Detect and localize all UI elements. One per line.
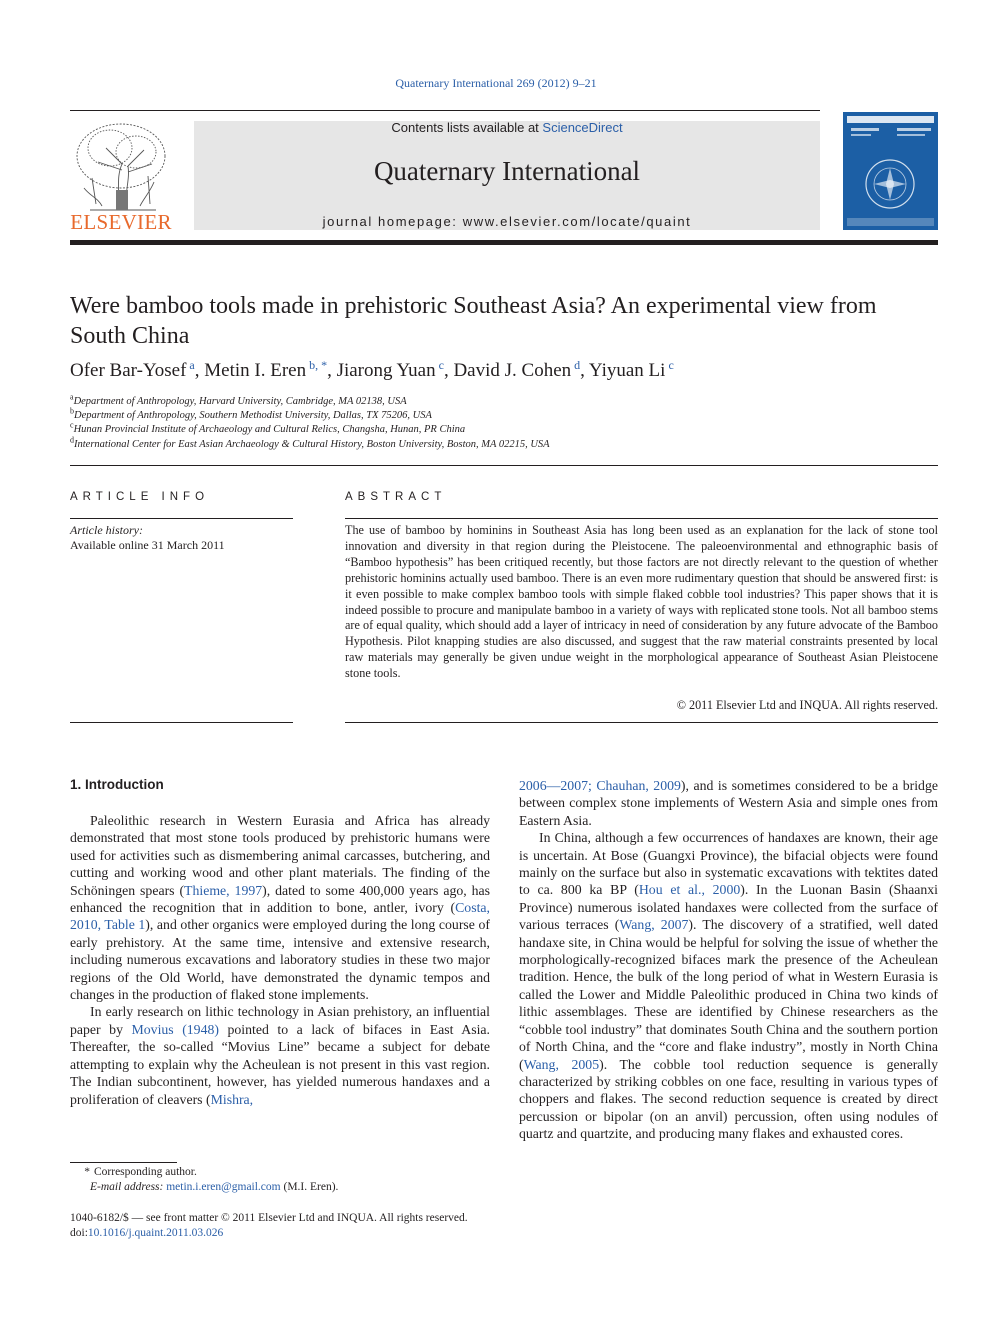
affiliation-item: [70, 435, 938, 452]
affiliation-item: [70, 392, 938, 409]
journal-cover-icon[interactable]: [843, 112, 938, 230]
citation-link[interactable]: Hou et al., 2000: [638, 882, 741, 898]
author-separator: ,: [327, 360, 337, 381]
email-owner: (M.I. Eren).: [283, 1181, 339, 1193]
body-paragraph: [70, 1003, 490, 1107]
citation-link[interactable]: Mishra,: [210, 1091, 254, 1107]
footnote-rule: [70, 1162, 177, 1163]
affiliation-item: [70, 406, 938, 423]
abstract-heading: ABSTRACT: [345, 491, 447, 503]
abstract-rule-top: [345, 518, 938, 519]
citation-link[interactable]: Wang, 2007: [619, 917, 689, 933]
abstract-rule-bottom: [345, 722, 938, 723]
citation-link[interactable]: Thieme, 1997: [184, 882, 263, 898]
citation-link[interactable]: Wang, 2005: [523, 1056, 600, 1072]
author-affiliation-marker[interactable]: d: [574, 357, 581, 372]
corresponding-author-note: [70, 1165, 338, 1180]
body-column-left: [70, 812, 490, 1108]
body-text: ), and is sometimes considered to be a bridge between complex stone implements of Western Asia and simple ones from Eastern Asia.: [519, 778, 938, 828]
journal-citation[interactable]: Quaternary International 269 (2012) 9–21: [395, 76, 597, 90]
journal-homepage[interactable]: journal homepage: www.elsevier.com/locate/quaint: [322, 214, 692, 229]
issn-line: 1040-6182/$ — see front matter © 2011 Elsevier Ltd and INQUA. All rights reserved.: [70, 1212, 468, 1224]
citation-link[interactable]: Movius (1948): [131, 1021, 219, 1037]
doi-label: doi:: [70, 1227, 88, 1239]
corresponding-marker: *: [84, 1166, 90, 1178]
affiliation-list: [70, 392, 938, 452]
article-history-label: Article history:: [70, 523, 143, 537]
email-label: E-mail address:: [90, 1181, 164, 1193]
citation-link[interactable]: 2006—2007; Chauhan, 2009: [519, 778, 681, 793]
article-title: Were bamboo tools made in prehistoric Southeast Asia? An experimental view from South China: [70, 293, 877, 349]
citation-link[interactable]: Costa, 2010, Table 1: [70, 900, 490, 933]
email-link[interactable]: metin.i.eren@gmail.com: [166, 1181, 281, 1193]
header-rule: [70, 110, 820, 111]
author-name: Ofer Bar-Yosef: [70, 360, 187, 381]
body-text: ), dated to some 400,000 years ago, has enhanced the recognition that in addition to bone, antler, ivory (: [70, 882, 490, 916]
article-info-heading: ARTICLE INFO: [70, 491, 210, 503]
body-paragraph: [519, 777, 938, 829]
contents-line: [194, 120, 820, 135]
author-separator: ,: [443, 360, 454, 381]
body-paragraph: [70, 812, 490, 1003]
abstract-text: The use of bamboo by hominins in Southeast Asia has long been used as an explanation for the lack of stone tool innovation and diversity in that region during the Pleistocene. The paleoenvironmental and ethnographic basis of “Bamboo hypothesis” has been critiqued recently, but those factors are not directly relevant to the question of whether prehistoric hominins actually used bamboo. There is an even more rudimentary question that should be answered first: is it even possible to make complex bamboo tools with simple flaked cobble tool industries? This paper shows that it is indeed possible to procure and manipulate bamboo in a variety of ways with replicated stone tools. Not all bamboo stems are of equal quality, which should add a layer of intricacy in need of consideration by any future advocate of the Bamboo Hypothesis. Pilot knapping studies are also discussed, and suggest that the raw material constraints presented by local raw materials may generally be given undue weight in the morphological appearance of Southeast Asian Pleistocene stone tools.: [345, 523, 938, 681]
article-history: [70, 523, 225, 553]
article-history-value: Available online 31 March 2011: [70, 538, 225, 552]
affiliation-key: c: [70, 420, 74, 430]
author-separator: ,: [580, 360, 589, 381]
sciencedirect-link[interactable]: ScienceDirect: [542, 120, 623, 135]
body-paragraph: [519, 829, 938, 1142]
author-affiliation-marker[interactable]: c: [668, 357, 674, 372]
author-affiliation-marker[interactable]: b, *: [309, 357, 328, 372]
author-affiliation-marker[interactable]: c: [438, 357, 444, 372]
author-name: Metin I. Eren: [204, 360, 307, 381]
doi-line: [70, 1226, 468, 1241]
doi-link[interactable]: 10.1016/j.quaint.2011.03.026: [87, 1227, 224, 1239]
body-text: pointed to a lack of bifaces in East Asia. Thereafter, the so-called “Movius Line” became a subject for debate attempting to explain why the Acheulean is not present in this vast region. The Indian subcontinent, however, has yielded numerous handaxes and a proliferation of cleavers (: [70, 1021, 490, 1107]
author-list: [70, 357, 938, 382]
article-info-rule-top: [70, 518, 293, 519]
header-thick-rule: [70, 240, 938, 245]
affiliation-key: a: [70, 392, 74, 402]
article-info-rule-bottom: [70, 722, 293, 723]
affiliation-key: d: [70, 435, 74, 445]
front-matter: [70, 1211, 468, 1241]
journal-name: Quaternary International: [373, 156, 641, 186]
body-text: ), and other organics were employed during the long course of early prehistory. At the same time, intensive and extensive research, including numerous excavations and laboratory studies in these two major regions of the Old World, have demonstrated the dynamic tempos and changes in the production of flaked stone implements.: [70, 917, 490, 1003]
author-affiliation-marker[interactable]: a: [189, 357, 195, 372]
affiliation-text: Department of Anthropology, Southern Methodist University, Dallas, TX 75206, USA: [74, 410, 432, 422]
body-text: In early research on lithic technology in Asian prehistory, an influential paper by: [70, 1004, 490, 1037]
body-column-right: [519, 777, 938, 1143]
email-note: [70, 1180, 338, 1195]
contents-prefix: Contents lists available at: [391, 120, 543, 135]
elsevier-logo[interactable]: ELSEVIER: [70, 210, 172, 234]
affiliation-item: [70, 420, 938, 437]
affiliation-text: International Center for East Asian Archaeology & Cultural History, Boston University, Boston, MA 02215, USA: [74, 438, 550, 450]
body-text: In China, although a few occurrences of handaxes are known, their age is uncertain. At Bose (Guangxi Province), the bifacial objects were found mainly on the surface but also in systematic excavations with tektites dated to ca. 800 ka BP (: [519, 830, 938, 898]
author-name: Yiyuan Li: [588, 360, 666, 381]
body-text: ). The discovery of a stratified, well dated handaxe site, in China would be helpful for solving the issue of whether the morphologically-recognized bifaces mark the presence of the Acheulean tradition. Hence, the bulk of the long period of what in Western Eurasia is called the Lower and Middle Paleolithic produced in China two kinds of lithic assemblages. These are identified by Chinese researchers as the “cobble tool industry” that dominates South China and the southern portion of North China, and the “core and flake industry”, mostly in North China (: [519, 917, 938, 1072]
body-text: Paleolithic research in Western Eurasia and Africa has already demonstrated that most stone tools produced by prehistoric humans were used for activities such as dismembering animal carcasses, butchering, and cutting and working wood and other plant materials. The finding of the Schöningen spears (: [70, 813, 490, 898]
body-text: ). In the Luonan Basin (Shaanxi Province) numerous isolated handaxes were collected from the surface of various terraces (: [519, 882, 938, 933]
body-text: ). The cobble tool reduction sequence is generally characterized by striking cobbles on one face, resulting in various types of choppers and flakes. The second reduction sequence is created by direct percussion or bipolar (on an anvil) percussion, often using nodules of quartz and quartzite, and producing many flakes and exhausted cores.: [519, 1056, 938, 1142]
affiliation-rule: [70, 465, 938, 466]
abstract-copyright: © 2011 Elsevier Ltd and INQUA. All rights reserved.: [676, 698, 938, 712]
affiliation-key: b: [70, 406, 74, 416]
corresponding-author-text: Corresponding author.: [94, 1166, 197, 1178]
section-heading-introduction: 1. Introduction: [70, 777, 164, 792]
footnotes: [70, 1165, 338, 1195]
author-name: Jiarong Yuan: [336, 360, 436, 381]
affiliation-text: Department of Anthropology, Harvard University, Cambridge, MA 02138, USA: [73, 396, 407, 407]
author-name: David J. Cohen: [453, 360, 572, 381]
affiliation-text: Hunan Provincial Institute of Archaeology and Cultural Relics, Changsha, Hunan, PR China: [73, 424, 466, 436]
author-separator: ,: [194, 360, 205, 381]
